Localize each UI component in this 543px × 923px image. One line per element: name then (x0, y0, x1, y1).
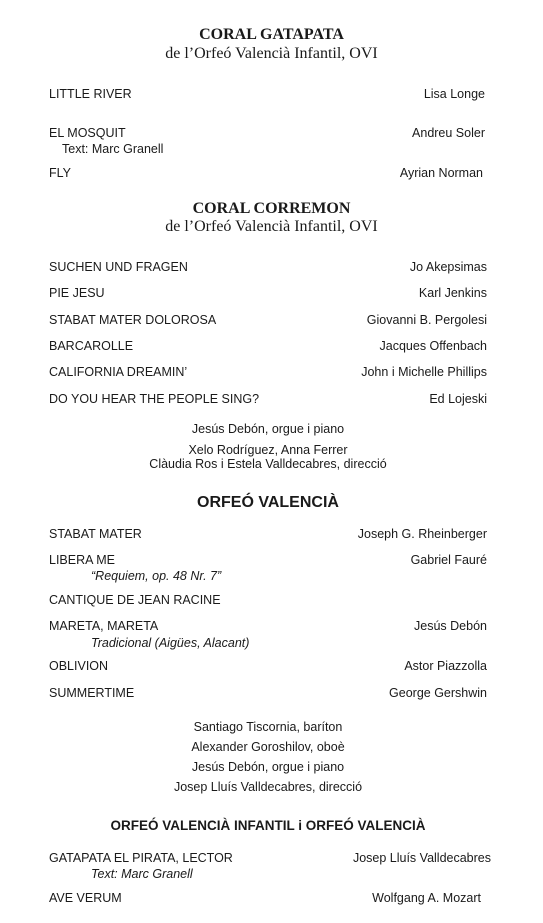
piece-composer: George Gershwin (389, 686, 487, 700)
section-subtitle-coral-corremon: de l’Orfeó Valencià Infantil, OVI (165, 218, 378, 235)
piece-composer: Giovanni B. Pergolesi (366, 313, 487, 327)
section-title-coral-corremon: CORAL CORREMON (192, 200, 351, 217)
piece-title: EL MOSQUIT (49, 126, 126, 140)
credit-line: Alexander Goroshilov, oboè (191, 740, 345, 754)
section-title-coral-gatapata: CORAL GATAPATA (199, 26, 344, 43)
credit-line: Xelo Rodríguez, Anna Ferrer (188, 443, 348, 457)
piece-composer: Ed Lojeski (429, 392, 487, 406)
credit-line: Jesús Debón, orgue i piano (191, 422, 345, 436)
piece-note: Text: Marc Granell (62, 142, 164, 156)
piece-title: CALIFORNIA DREAMIN’ (49, 365, 188, 379)
piece-title: STABAT MATER DOLOROSA (49, 313, 217, 327)
piece-title: SUMMERTIME (49, 686, 135, 700)
piece-title: BARCAROLLE (49, 339, 134, 353)
piece-note: Tradicional (Aigües, Alacant) (91, 636, 250, 650)
section-title-joint: ORFEÓ VALENCIÀ INFANTIL i ORFEÓ VALENCIÀ (110, 818, 426, 833)
piece-composer: Gabriel Fauré (410, 553, 487, 567)
piece-title: DO YOU HEAR THE PEOPLE SING? (49, 392, 260, 406)
piece-title: CANTIQUE DE JEAN RACINE (49, 593, 221, 607)
section-title-orfeo-valencia: ORFEÓ VALENCIÀ (197, 494, 339, 511)
piece-composer: Joseph G. Rheinberger (357, 527, 487, 541)
piece-composer: Lisa Longe (423, 87, 485, 101)
section-subtitle-coral-gatapata: de l’Orfeó Valencià Infantil, OVI (165, 45, 378, 62)
piece-composer: Jo Akepsimas (409, 260, 487, 274)
piece-composer: Karl Jenkins (418, 286, 487, 300)
piece-composer: Jesús Debón (414, 619, 487, 633)
piece-title: STABAT MATER (49, 527, 142, 541)
piece-title: SUCHEN UND FRAGEN (49, 260, 188, 274)
piece-composer: Andreu Soler (412, 126, 485, 140)
piece-title: PIE JESU (49, 286, 105, 300)
credit-line: Santiago Tiscornia, baríton (193, 720, 343, 734)
piece-note: “Requiem, op. 48 Nr. 7” (91, 569, 222, 583)
credit-line: Jesús Debón, orgue i piano (191, 760, 345, 774)
piece-title: AVE VERUM (49, 891, 122, 905)
piece-composer: Wolfgang A. Mozart (372, 891, 481, 905)
credit-line: Josep Lluís Valldecabres, direcció (173, 780, 363, 794)
piece-composer: Josep Lluís Valldecabres (352, 851, 491, 865)
piece-composer: John i Michelle Phillips (361, 365, 487, 379)
credit-line: Clàudia Ros i Estela Valldecabres, direcció (149, 457, 387, 471)
piece-title: LITTLE RIVER (49, 87, 132, 101)
piece-title: FLY (49, 166, 71, 180)
piece-composer: Ayrian Norman (399, 166, 483, 180)
piece-title: GATAPATA EL PIRATA, LECTOR (49, 851, 233, 865)
piece-note: Text: Marc Granell (91, 867, 193, 881)
piece-composer: Astor Piazzolla (404, 659, 487, 673)
piece-composer: Jacques Offenbach (379, 339, 487, 353)
piece-title: OBLIVION (49, 659, 109, 673)
piece-title: LIBERA ME (49, 553, 115, 567)
piece-title: MARETA, MARETA (49, 619, 159, 633)
